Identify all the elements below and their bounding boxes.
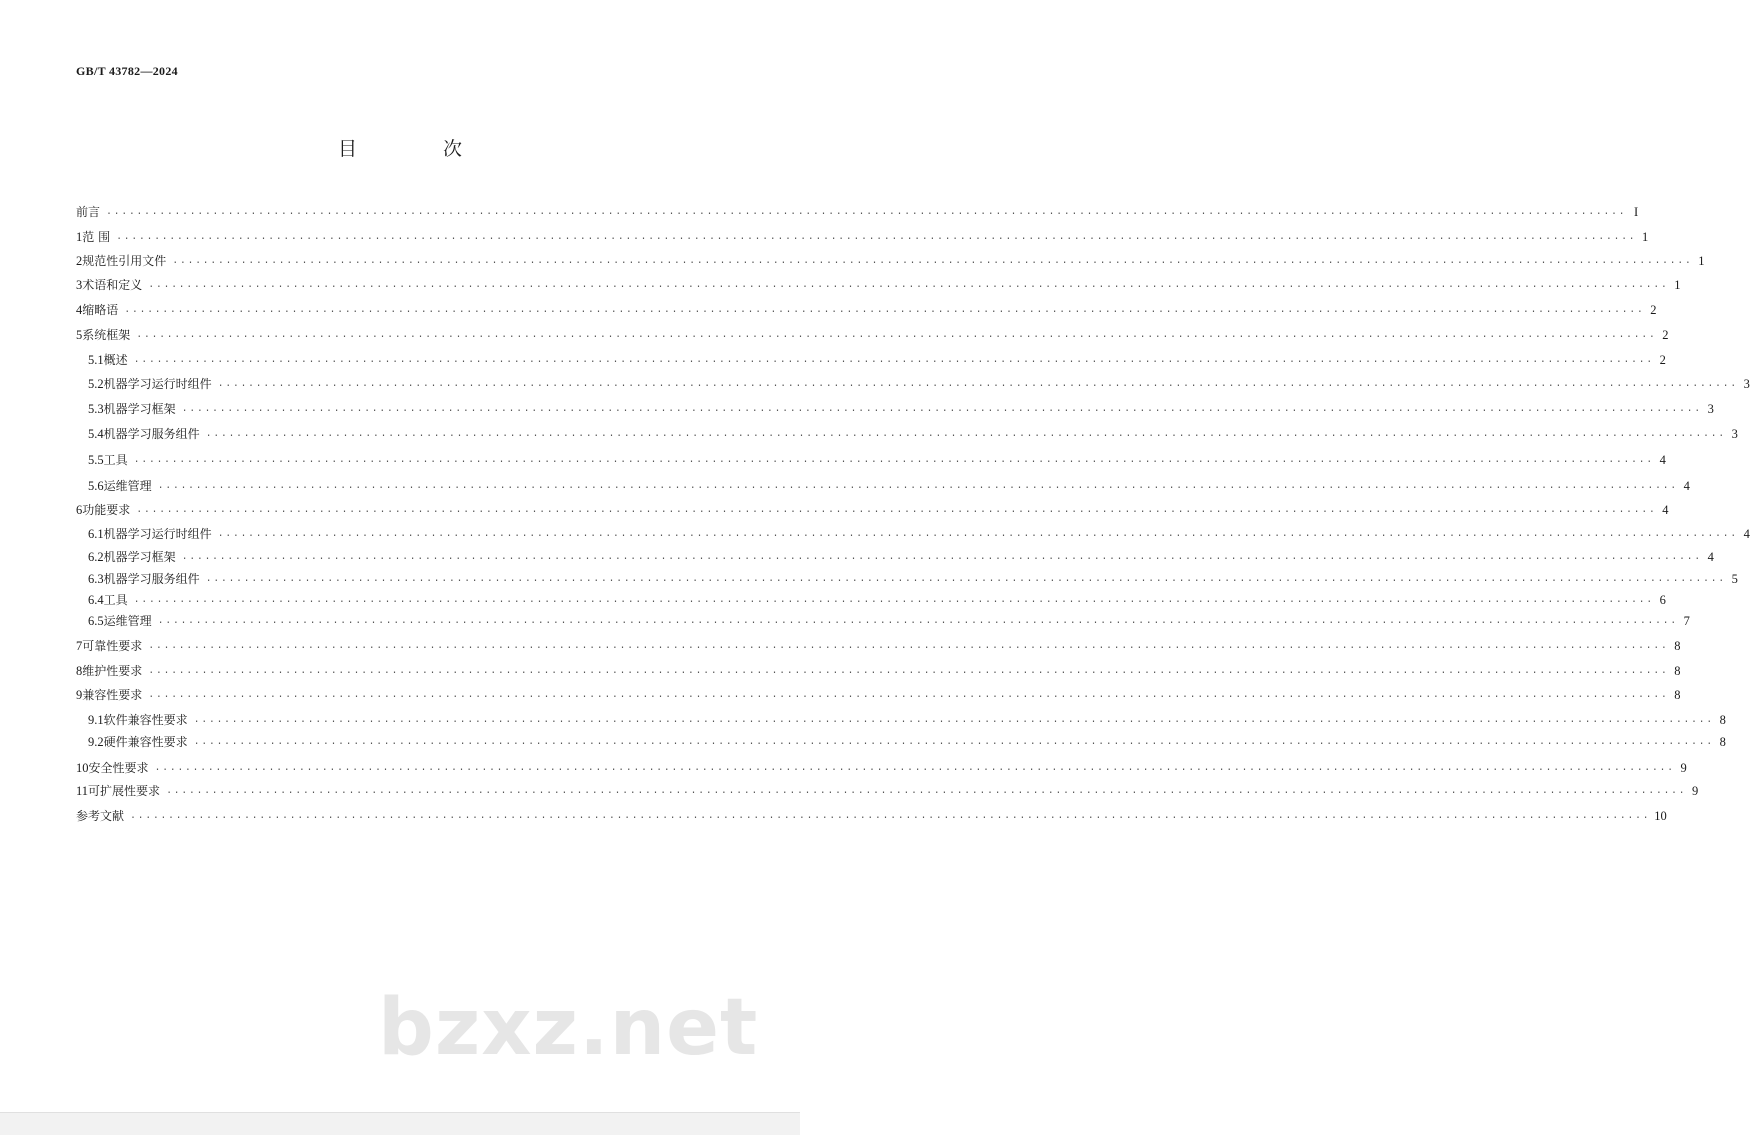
toc-entry-label: 机器学习服务组件 — [103, 427, 200, 441]
toc-entry-number: 3 — [76, 278, 83, 292]
toc-entry[interactable] — [76, 325, 1669, 345]
toc-entry-number: 6.5 — [88, 614, 104, 628]
toc-entry-number: 6.1 — [88, 527, 104, 541]
toc-entry-label: 概述 — [103, 353, 128, 367]
toc-entry-page: 4 — [1743, 527, 1750, 541]
toc-entry-label: 可扩展性要求 — [88, 784, 161, 798]
toc-leader-dots: ........................................................................................................................................................................................................ — [130, 811, 1651, 822]
watermark: bzxz.net — [378, 983, 759, 1073]
toc-entry-number: 6.4 — [88, 593, 104, 607]
toc-entry-page: 5 — [1731, 572, 1738, 586]
toc-entry-page: 8 — [1719, 713, 1726, 727]
toc-leader-dots: ........................................................................................................................................................................................................ — [193, 715, 1714, 726]
toc-entry-page: 8 — [1719, 735, 1726, 749]
toc-leader-dots: ........................................................................................................................................................................................................ — [181, 404, 1702, 415]
toc-entry-page: I — [1634, 205, 1639, 219]
toc-entry-number: 6.2 — [88, 550, 104, 564]
toc-entry[interactable] — [76, 685, 1681, 705]
toc-entry-label: 安全性要求 — [88, 761, 149, 775]
toc-entry-label: 机器学习运行时组件 — [103, 527, 212, 541]
toc-entry-label: 术语和定义 — [82, 278, 143, 292]
toc-entry[interactable] — [76, 450, 1666, 470]
toc-entry-label: 机器学习框架 — [103, 402, 176, 416]
toc-entry-page: 8 — [1674, 639, 1681, 653]
toc-entry-page: 4 — [1683, 479, 1690, 493]
toc-entry-number: 2 — [76, 254, 83, 268]
toc-entry-page: 4 — [1707, 550, 1714, 564]
toc-leader-dots: ........................................................................................................................................................................................................ — [136, 505, 1657, 516]
toc-entry-number: 9.1 — [88, 713, 104, 727]
toc-entry-label: 规范性引用文件 — [82, 254, 167, 268]
toc-leader-dots: ........................................................................................................................................................................................................ — [148, 280, 1669, 291]
toc-entry-page: 3 — [1731, 427, 1738, 441]
bottom-strip — [0, 1112, 800, 1135]
toc-entry-page: 7 — [1683, 614, 1690, 628]
toc-leader-dots: ........................................................................................................................................................................................................ — [133, 595, 1654, 606]
toc-entry-page: 4 — [1659, 453, 1666, 467]
toc-entry[interactable] — [76, 500, 1669, 520]
toc-entry-label: 机器学习框架 — [103, 550, 176, 564]
toc-leader-dots: ........................................................................................................................................................................................................ — [148, 666, 1669, 677]
toc-entry-number: 9.2 — [88, 735, 104, 749]
toc-leader-dots: ........................................................................................................................................................................................................ — [106, 207, 1627, 218]
toc-entry-page: 9 — [1680, 761, 1687, 775]
toc-entry[interactable] — [76, 524, 1750, 544]
toc-entry-page: 1 — [1674, 278, 1681, 292]
toc-entry-page: 3 — [1707, 402, 1714, 416]
toc-entry-number: 11 — [76, 784, 89, 798]
toc-entry-label: 缩略语 — [82, 303, 119, 317]
toc-entry[interactable] — [76, 636, 1681, 656]
toc-entry[interactable] — [76, 227, 1649, 247]
toc-leader-dots: ........................................................................................................................................................................................................ — [172, 256, 1693, 267]
toc-entry[interactable] — [76, 569, 1738, 589]
toc-entry-label: 前言 — [76, 205, 101, 219]
toc-entry-page: 6 — [1659, 593, 1666, 607]
toc-leader-dots: ........................................................................................................................................................................................................ — [217, 529, 1738, 540]
toc-entry-page: 4 — [1662, 503, 1669, 517]
toc-entry[interactable] — [76, 806, 1667, 826]
toc-leader-dots: ........................................................................................................................................................................................................ — [166, 786, 1687, 797]
toc-entry-label: 机器学习服务组件 — [103, 572, 200, 586]
toc-entry-page: 8 — [1674, 688, 1681, 702]
toc-entry-label: 运维管理 — [103, 479, 152, 493]
toc-entry-label: 运维管理 — [103, 614, 152, 628]
toc-entry-label: 范 围 — [82, 230, 111, 244]
standard-code: GB/T 43782—2024 — [76, 64, 178, 78]
toc-leader-dots: ........................................................................................................................................................................................................ — [205, 574, 1726, 585]
toc-entry-page: 2 — [1650, 303, 1657, 317]
toc-entry[interactable] — [76, 758, 1687, 778]
toc-entry-number: 10 — [76, 761, 89, 775]
toc-entry[interactable] — [76, 251, 1705, 271]
toc-leader-dots: ........................................................................................................................................................................................................ — [217, 379, 1738, 390]
toc-entry-label: 机器学习运行时组件 — [103, 377, 212, 391]
toc-entry-number: 5.5 — [88, 453, 104, 467]
toc-entry[interactable] — [76, 476, 1690, 496]
toc-entry-number: 9 — [76, 688, 83, 702]
toc-entry-label: 功能要求 — [82, 503, 131, 517]
toc-leader-dots: ........................................................................................................................................................................................................ — [157, 616, 1678, 627]
toc-entry-page: 10 — [1654, 809, 1667, 823]
toc-entry-number: 6 — [76, 503, 83, 517]
toc-entry-label: 软件兼容性要求 — [103, 713, 188, 727]
toc-entry-number: 5.4 — [88, 427, 104, 441]
toc-entry[interactable] — [76, 547, 1714, 567]
toc-entry-page: 2 — [1662, 328, 1669, 342]
toc-entry-number: 6.3 — [88, 572, 104, 586]
toc-entry-label: 维护性要求 — [82, 664, 143, 678]
toc-leader-dots: ........................................................................................................................................................................................................ — [157, 481, 1678, 492]
toc-leader-dots: ........................................................................................................................................................................................................ — [124, 305, 1645, 316]
toc-entry-label: 工具 — [103, 593, 128, 607]
toc-entry-page: 2 — [1659, 353, 1666, 367]
toc-leader-dots: ........................................................................................................................................................................................................ — [205, 429, 1726, 440]
toc-leader-dots: ........................................................................................................................................................................................................ — [181, 552, 1702, 563]
toc-leader-dots: ........................................................................................................................................................................................................ — [133, 455, 1654, 466]
toc-entry[interactable] — [76, 399, 1714, 419]
toc-leader-dots: ........................................................................................................................................................................................................ — [148, 690, 1669, 701]
toc-entry-label: 参考文献 — [76, 809, 125, 823]
toc-entry-page: 8 — [1674, 664, 1681, 678]
toc-entry-number: 1 — [76, 230, 83, 244]
toc-entry-page: 3 — [1743, 377, 1750, 391]
toc-leader-dots: ........................................................................................................................................................................................................ — [193, 737, 1714, 748]
toc-entry-number: 7 — [76, 639, 83, 653]
toc-entry-number: 5.6 — [88, 479, 104, 493]
toc-entry-number: 8 — [76, 664, 83, 678]
toc-entry-number: 5 — [76, 328, 83, 342]
toc-entry[interactable] — [76, 710, 1726, 730]
toc-entry-number: 5.1 — [88, 353, 104, 367]
toc-entry-label: 硬件兼容性要求 — [103, 735, 188, 749]
toc-entry-number: 4 — [76, 303, 83, 317]
toc-entry-number: 5.2 — [88, 377, 104, 391]
table-of-contents — [76, 0, 1750, 1134]
toc-entry[interactable] — [76, 300, 1657, 320]
toc-leader-dots: ........................................................................................................................................................................................................ — [133, 355, 1654, 366]
toc-entry[interactable] — [76, 202, 1639, 222]
toc-entry[interactable] — [76, 350, 1666, 370]
toc-entry-page: 1 — [1642, 230, 1649, 244]
toc-entry[interactable] — [76, 590, 1666, 610]
toc-entry-label: 工具 — [103, 453, 128, 467]
toc-entry-number: 5.3 — [88, 402, 104, 416]
toc-entry[interactable] — [76, 374, 1750, 394]
toc-entry[interactable] — [76, 611, 1690, 631]
toc-entry-page: 9 — [1692, 784, 1699, 798]
toc-leader-dots: ........................................................................................................................................................................................................ — [154, 763, 1675, 774]
toc-entry[interactable] — [76, 781, 1699, 801]
toc-entry[interactable] — [76, 732, 1726, 752]
toc-entry[interactable] — [76, 424, 1738, 444]
toc-leader-dots: ........................................................................................................................................................................................................ — [148, 641, 1669, 652]
toc-entry-label: 可靠性要求 — [82, 639, 143, 653]
toc-leader-dots: ........................................................................................................................................................................................................ — [116, 232, 1637, 243]
toc-title: 目 次 — [337, 138, 503, 160]
toc-entry-label: 系统框架 — [82, 328, 131, 342]
toc-leader-dots: ........................................................................................................................................................................................................ — [136, 330, 1657, 341]
toc-entry-page: 1 — [1698, 254, 1705, 268]
toc-entry[interactable] — [76, 275, 1681, 295]
toc-entry[interactable] — [76, 661, 1681, 681]
toc-entry-label: 兼容性要求 — [82, 688, 143, 702]
